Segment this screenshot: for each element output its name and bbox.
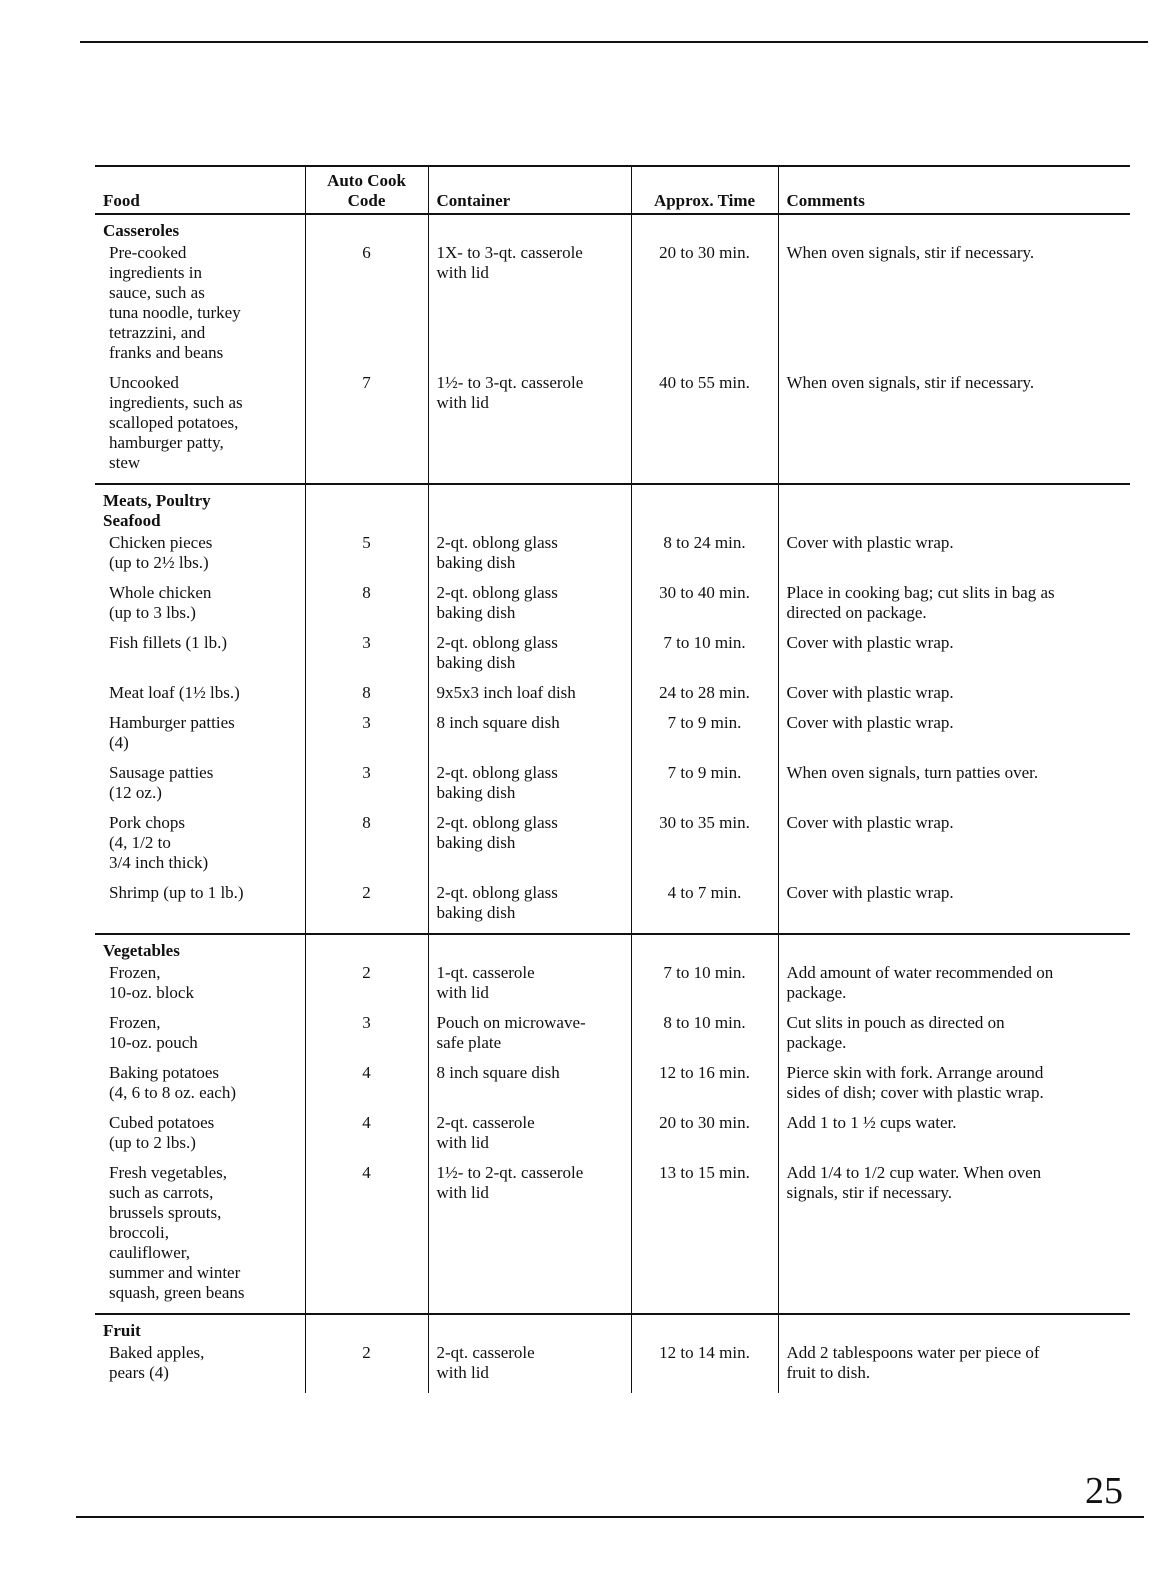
- section-title-cell: [95, 484, 305, 531]
- food-cell-text: Frozen, 10-oz. pouch: [109, 1013, 198, 1052]
- food-cell: [95, 683, 305, 713]
- code-cell-text: 2: [362, 883, 371, 902]
- table-row: [95, 241, 1130, 373]
- time-cell-text: 40 to 55 min.: [659, 373, 750, 392]
- time-cell-text: 7 to 10 min.: [663, 633, 746, 652]
- food-cell: [95, 633, 305, 683]
- time-cell: [631, 683, 778, 713]
- food-cell: [95, 813, 305, 883]
- table-row: [95, 713, 1130, 763]
- time-cell-text: 8 to 10 min.: [663, 1013, 746, 1032]
- code-cell: [305, 241, 428, 373]
- section-empty-cell: [428, 934, 631, 961]
- food-cell: [95, 1163, 305, 1314]
- time-cell-text: 24 to 28 min.: [659, 683, 750, 702]
- container-cell-text: 8 inch square dish: [436, 1063, 560, 1082]
- container-cell: [428, 241, 631, 373]
- comments-cell: [778, 713, 1130, 763]
- section-row: [95, 1314, 1130, 1341]
- container-cell: [428, 763, 631, 813]
- code-cell: [305, 633, 428, 683]
- code-cell: [305, 713, 428, 763]
- comments-cell-text: Add 1 to 1 ½ cups water.: [786, 1113, 957, 1132]
- container-cell: [428, 813, 631, 883]
- time-cell-text: 8 to 24 min.: [663, 533, 746, 552]
- container-cell: [428, 961, 631, 1013]
- comments-cell-text: Cut slits in pouch as directed on package.: [786, 1013, 1005, 1052]
- section-empty-cell: [778, 214, 1130, 241]
- food-cell-text: Shrimp (up to 1 lb.): [109, 883, 244, 902]
- time-cell: [631, 713, 778, 763]
- container-cell-text: 2-qt. casserole with lid: [436, 1113, 535, 1152]
- code-cell: [305, 1113, 428, 1163]
- comments-cell-text: Cover with plastic wrap.: [786, 683, 954, 702]
- container-cell-text: 2-qt. oblong glass baking dish: [436, 633, 558, 672]
- page-number: 25: [1085, 1470, 1123, 1512]
- time-cell: [631, 883, 778, 934]
- table-row: [95, 763, 1130, 813]
- food-cell: [95, 713, 305, 763]
- code-cell-text: 8: [362, 583, 371, 602]
- comments-cell-text: When oven signals, stir if necessary.: [786, 373, 1035, 392]
- header-container-label: Container: [436, 191, 511, 210]
- time-cell: [631, 531, 778, 583]
- comments-cell-text: When oven signals, turn patties over.: [786, 763, 1039, 782]
- comments-cell-text: Cover with plastic wrap.: [786, 533, 954, 552]
- code-cell: [305, 373, 428, 484]
- container-cell-text: Pouch on microwave- safe plate: [436, 1013, 586, 1052]
- section-empty-cell: [428, 214, 631, 241]
- food-cell: [95, 373, 305, 484]
- time-cell: [631, 1013, 778, 1063]
- section-title: Meats, Poultry Seafood: [103, 491, 211, 530]
- comments-cell: [778, 1163, 1130, 1314]
- code-cell-text: 6: [362, 243, 371, 262]
- comments-cell-text: Add 1/4 to 1/2 cup water. When oven signals, stir if necessary.: [786, 1163, 1042, 1202]
- comments-cell: [778, 373, 1130, 484]
- code-cell: [305, 1163, 428, 1314]
- code-cell-text: 4: [362, 1163, 371, 1182]
- time-cell: [631, 373, 778, 484]
- comments-cell: [778, 961, 1130, 1013]
- table-row: [95, 1341, 1130, 1393]
- food-cell-text: Uncooked ingredients, such as scalloped potatoes, hamburger patty, stew: [109, 373, 243, 472]
- code-cell: [305, 1063, 428, 1113]
- food-cell-text: Hamburger patties (4): [109, 713, 235, 752]
- container-cell: [428, 583, 631, 633]
- section-title: Casseroles: [103, 221, 180, 240]
- table-row: [95, 373, 1130, 484]
- section-empty-cell: [305, 1314, 428, 1341]
- code-cell-text: 8: [362, 813, 371, 832]
- time-cell-text: 12 to 16 min.: [659, 1063, 750, 1082]
- time-cell-text: 30 to 35 min.: [659, 813, 750, 832]
- comments-cell-text: Cover with plastic wrap.: [786, 883, 954, 902]
- code-cell-text: 2: [362, 1343, 371, 1362]
- comments-cell-text: Pierce skin with fork. Arrange around sides of dish; cover with plastic wrap.: [786, 1063, 1044, 1102]
- header-food-label: Food: [103, 191, 140, 210]
- container-cell: [428, 633, 631, 683]
- time-cell-text: 20 to 30 min.: [659, 243, 750, 262]
- comments-cell: [778, 531, 1130, 583]
- comments-cell-text: Place in cooking bag; cut slits in bag as directed on package.: [786, 583, 1055, 622]
- code-cell-text: 5: [362, 533, 371, 552]
- auto-cook-table: [95, 165, 1130, 1393]
- food-cell-text: Fish fillets (1 lb.): [109, 633, 228, 652]
- comments-cell-text: Cover with plastic wrap.: [786, 713, 954, 732]
- header-comments: [778, 166, 1130, 214]
- food-cell-text: Pork chops (4, 1/2 to 3/4 inch thick): [109, 813, 209, 872]
- header-approx-time: [631, 166, 778, 214]
- container-cell: [428, 1013, 631, 1063]
- code-cell-text: 3: [362, 713, 371, 732]
- section-empty-cell: [631, 934, 778, 961]
- table-row: [95, 633, 1130, 683]
- food-cell: [95, 241, 305, 373]
- section-title: Fruit: [103, 1321, 141, 1340]
- container-cell-text: 2-qt. oblong glass baking dish: [436, 763, 558, 802]
- comments-cell: [778, 813, 1130, 883]
- food-cell-text: Fresh vegetables, such as carrots, brussels sprouts, broccoli, cauliflower, summer and winter squash, green beans: [109, 1163, 245, 1302]
- section-row: [95, 214, 1130, 241]
- time-cell-text: 7 to 9 min.: [667, 713, 742, 732]
- section-empty-cell: [631, 1314, 778, 1341]
- code-cell: [305, 1013, 428, 1063]
- section-empty-cell: [778, 1314, 1130, 1341]
- food-cell: [95, 961, 305, 1013]
- table-row: [95, 531, 1130, 583]
- comments-cell-text: When oven signals, stir if necessary.: [786, 243, 1035, 262]
- code-cell-text: 2: [362, 963, 371, 982]
- time-cell-text: 7 to 9 min.: [667, 763, 742, 782]
- time-cell-text: 30 to 40 min.: [659, 583, 750, 602]
- table-row: [95, 961, 1130, 1013]
- container-cell-text: 2-qt. oblong glass baking dish: [436, 533, 558, 572]
- code-cell-text: 8: [362, 683, 371, 702]
- header-auto-cook-code: [305, 166, 428, 214]
- food-cell: [95, 883, 305, 934]
- time-cell-text: 20 to 30 min.: [659, 1113, 750, 1132]
- time-cell: [631, 583, 778, 633]
- code-cell-text: 3: [362, 763, 371, 782]
- comments-cell: [778, 633, 1130, 683]
- time-cell-text: 12 to 14 min.: [659, 1343, 750, 1362]
- time-cell-text: 13 to 15 min.: [659, 1163, 750, 1182]
- code-cell: [305, 813, 428, 883]
- table-row: [95, 1113, 1130, 1163]
- section-title: Vegetables: [103, 941, 180, 960]
- container-cell: [428, 1113, 631, 1163]
- section-empty-cell: [305, 934, 428, 961]
- header-code-line1: Auto Cook: [327, 171, 406, 190]
- food-cell-text: Sausage patties (12 oz.): [109, 763, 214, 802]
- comments-cell: [778, 683, 1130, 713]
- code-cell: [305, 763, 428, 813]
- time-cell-text: 7 to 10 min.: [663, 963, 746, 982]
- food-cell: [95, 531, 305, 583]
- container-cell-text: 2-qt. oblong glass baking dish: [436, 583, 558, 622]
- food-cell-text: Frozen, 10-oz. block: [109, 963, 194, 1002]
- container-cell: [428, 373, 631, 484]
- container-cell: [428, 713, 631, 763]
- header-time-label: Approx. Time: [653, 191, 756, 210]
- table-row: [95, 683, 1130, 713]
- comments-cell-text: Add amount of water recommended on package.: [786, 963, 1054, 1002]
- section-row: [95, 934, 1130, 961]
- container-cell-text: 1X- to 3-qt. casserole with lid: [436, 243, 583, 282]
- section-empty-cell: [631, 484, 778, 531]
- container-cell: [428, 1341, 631, 1393]
- container-cell-text: 2-qt. casserole with lid: [436, 1343, 535, 1382]
- time-cell: [631, 1113, 778, 1163]
- food-cell-text: Pre-cooked ingredients in sauce, such as tuna noodle, turkey tetrazzini, and franks and beans: [109, 243, 241, 362]
- comments-cell: [778, 763, 1130, 813]
- code-cell: [305, 583, 428, 633]
- time-cell: [631, 961, 778, 1013]
- code-cell-text: 7: [362, 373, 371, 392]
- table-row: [95, 1163, 1130, 1314]
- code-cell: [305, 961, 428, 1013]
- time-cell: [631, 813, 778, 883]
- table-body: [95, 214, 1130, 1393]
- table-row: [95, 813, 1130, 883]
- food-cell-text: Cubed potatoes (up to 2 lbs.): [109, 1113, 215, 1152]
- section-empty-cell: [428, 484, 631, 531]
- section-row: [95, 484, 1130, 531]
- code-cell-text: 4: [362, 1113, 371, 1132]
- section-title-cell: [95, 1314, 305, 1341]
- comments-cell: [778, 1341, 1130, 1393]
- header-comments-label: Comments: [786, 191, 865, 210]
- container-cell-text: 8 inch square dish: [436, 713, 560, 732]
- time-cell: [631, 1163, 778, 1314]
- table-row: [95, 1013, 1130, 1063]
- container-cell-text: 1½- to 3-qt. casserole with lid: [436, 373, 584, 412]
- container-cell-text: 9x5x3 inch loaf dish: [436, 683, 576, 702]
- code-cell-text: 3: [362, 633, 371, 652]
- header-food: [95, 166, 305, 214]
- food-cell: [95, 583, 305, 633]
- food-cell: [95, 1113, 305, 1163]
- food-cell-text: Chicken pieces (up to 2½ lbs.): [109, 533, 213, 572]
- food-cell: [95, 763, 305, 813]
- time-cell: [631, 633, 778, 683]
- auto-cook-table-container: [95, 165, 1130, 1393]
- header-container: [428, 166, 631, 214]
- food-cell: [95, 1013, 305, 1063]
- comments-cell-text: Cover with plastic wrap.: [786, 633, 954, 652]
- food-cell-text: Baked apples, pears (4): [109, 1343, 205, 1382]
- food-cell: [95, 1341, 305, 1393]
- comments-cell: [778, 1013, 1130, 1063]
- bottom-rule: [76, 1516, 1144, 1518]
- container-cell: [428, 1163, 631, 1314]
- section-empty-cell: [428, 1314, 631, 1341]
- container-cell-text: 2-qt. oblong glass baking dish: [436, 883, 558, 922]
- section-empty-cell: [778, 934, 1130, 961]
- code-cell: [305, 683, 428, 713]
- section-empty-cell: [305, 214, 428, 241]
- container-cell-text: 1-qt. casserole with lid: [436, 963, 535, 1002]
- container-cell-text: 1½- to 2-qt. casserole with lid: [436, 1163, 584, 1202]
- table-row: [95, 1063, 1130, 1113]
- code-cell-text: 3: [362, 1013, 371, 1032]
- comments-cell: [778, 1063, 1130, 1113]
- food-cell-text: Whole chicken (up to 3 lbs.): [109, 583, 212, 622]
- code-cell: [305, 883, 428, 934]
- comments-cell: [778, 241, 1130, 373]
- time-cell: [631, 1341, 778, 1393]
- code-cell-text: 4: [362, 1063, 371, 1082]
- food-cell-text: Meat loaf (1½ lbs.): [109, 683, 240, 702]
- time-cell: [631, 763, 778, 813]
- food-cell: [95, 1063, 305, 1113]
- header-code-line2: Code: [347, 191, 386, 210]
- table-row: [95, 583, 1130, 633]
- table-row: [95, 883, 1130, 934]
- comments-cell-text: Add 2 tablespoons water per piece of fruit to dish.: [786, 1343, 1040, 1382]
- table-header-row: [95, 166, 1130, 214]
- section-empty-cell: [778, 484, 1130, 531]
- section-empty-cell: [305, 484, 428, 531]
- comments-cell: [778, 883, 1130, 934]
- code-cell: [305, 1341, 428, 1393]
- container-cell: [428, 531, 631, 583]
- section-title-cell: [95, 214, 305, 241]
- time-cell: [631, 1063, 778, 1113]
- comments-cell: [778, 583, 1130, 633]
- time-cell-text: 4 to 7 min.: [667, 883, 742, 902]
- code-cell: [305, 531, 428, 583]
- section-empty-cell: [631, 214, 778, 241]
- section-title-cell: [95, 934, 305, 961]
- container-cell: [428, 683, 631, 713]
- container-cell: [428, 883, 631, 934]
- top-rule: [80, 41, 1148, 43]
- time-cell: [631, 241, 778, 373]
- food-cell-text: Baking potatoes (4, 6 to 8 oz. each): [109, 1063, 236, 1102]
- comments-cell-text: Cover with plastic wrap.: [786, 813, 954, 832]
- container-cell: [428, 1063, 631, 1113]
- container-cell-text: 2-qt. oblong glass baking dish: [436, 813, 558, 852]
- comments-cell: [778, 1113, 1130, 1163]
